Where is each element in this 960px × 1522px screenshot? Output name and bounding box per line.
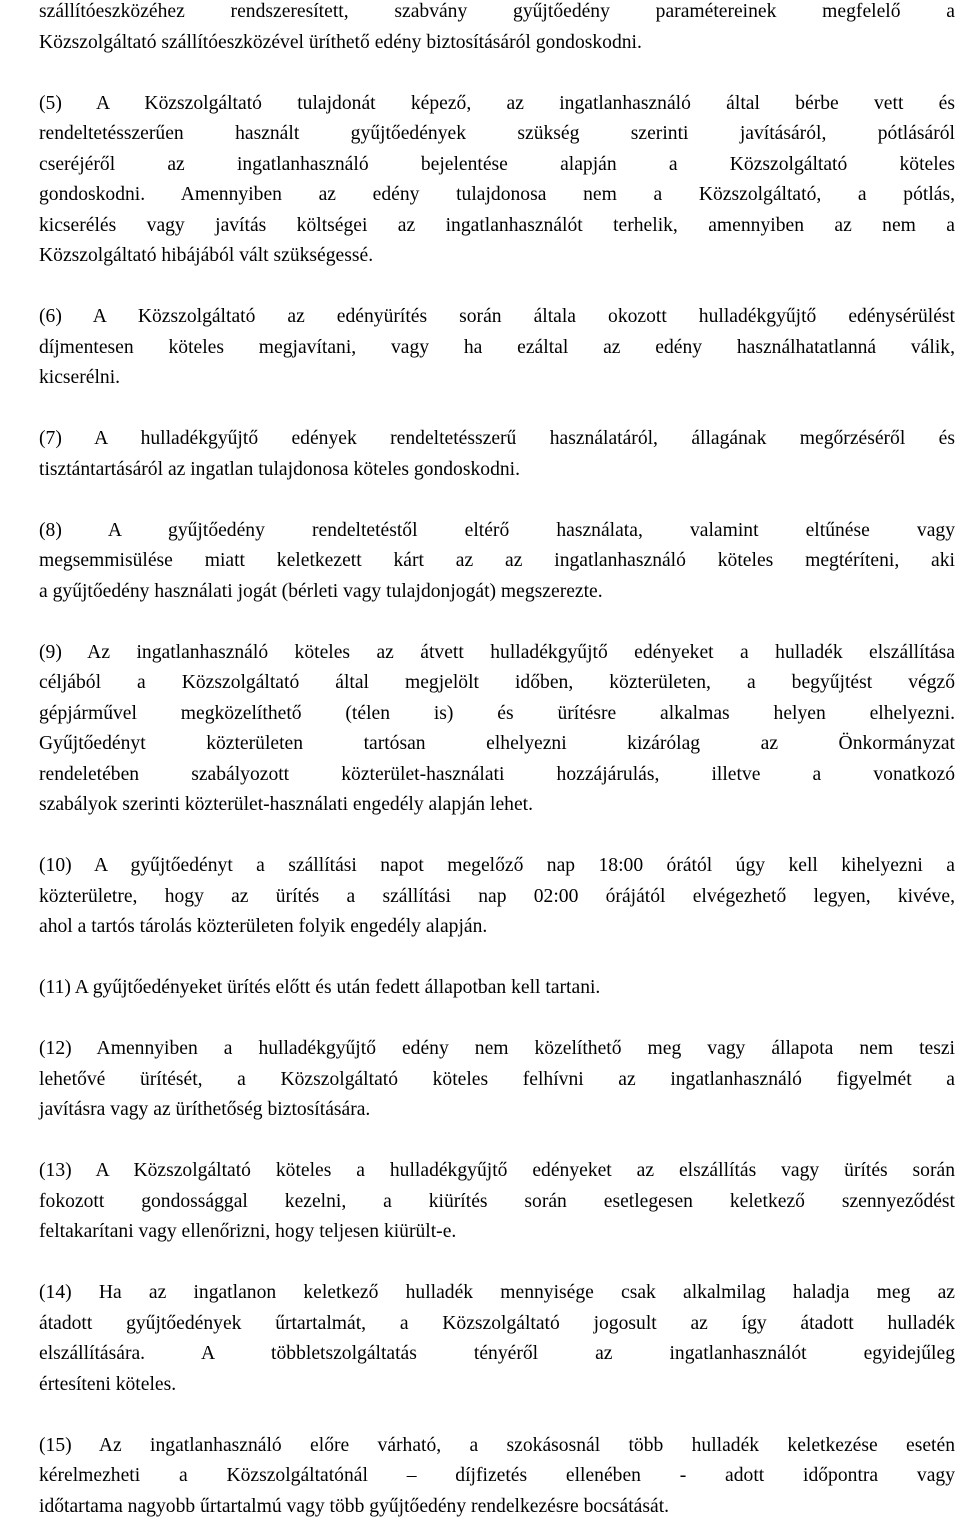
paragraph-line: (14) Ha az ingatlanon keletkező hulladék mennyisége csak alkalmilag haladja meg az <box>39 1278 955 1309</box>
paragraph-spacer <box>39 1126 955 1157</box>
paragraph-spacer <box>39 1400 955 1431</box>
paragraph-p11 <box>39 973 955 1004</box>
paragraph-p14 <box>39 1278 955 1400</box>
paragraph-line: (8) A gyűjtőedény rendeltetéstől eltérő használata, valamint eltűnése vagy <box>39 516 955 547</box>
paragraph-line: gondoskodni. Amennyiben az edény tulajdonosa nem a Közszolgáltató, a pótlás, <box>39 180 955 211</box>
paragraph-spacer <box>39 1248 955 1279</box>
paragraph-line: kicserélni. <box>39 363 955 394</box>
paragraph-line: tisztántartásáról az ingatlan tulajdonosa köteles gondoskodni. <box>39 455 955 486</box>
paragraph-line: átadott gyűjtőedények űrtartalmát, a Közszolgáltató jogosult az így átadott hulladék <box>39 1309 955 1340</box>
paragraph-spacer <box>39 485 955 516</box>
paragraph-line: a gyűjtőedény használati jogát (bérleti vagy tulajdonjogát) megszerezte. <box>39 577 955 608</box>
paragraph-p15 <box>39 1431 955 1522</box>
paragraph-line: (10) A gyűjtőedényt a szállítási napot megelőző nap 18:00 órától úgy kell kihelyezni a <box>39 851 955 882</box>
paragraph-line: feltakarítani vagy ellenőrizni, hogy teljesen kiürült-e. <box>39 1217 955 1248</box>
paragraph-line: cseréjéről az ingatlanhasználó bejelentése alapján a Közszolgáltató köteles <box>39 150 955 181</box>
paragraph-line: céljából a Közszolgáltató által megjelölt időben, közterületen, a begyűjtést végző <box>39 668 955 699</box>
paragraph-p10 <box>39 851 955 943</box>
paragraph-line: lehetővé ürítését, a Közszolgáltató köteles felhívni az ingatlanhasználó figyelmét a <box>39 1065 955 1096</box>
paragraph-spacer <box>39 943 955 974</box>
paragraph-line: gépjárművel megközelíthető (télen is) és ürítésre alkalmas helyen elhelyezni. <box>39 699 955 730</box>
paragraph-line: fokozott gondossággal kezelni, a kiürítés során esetlegesen keletkező szennyeződést <box>39 1187 955 1218</box>
paragraph-line: szabályok szerinti közterület-használati engedély alapján lehet. <box>39 790 955 821</box>
paragraph-line: megsemmisülése miatt keletkezett kárt az az ingatlanhasználó köteles megtéríteni, aki <box>39 546 955 577</box>
paragraph-p-cont <box>39 0 955 58</box>
paragraph-line: Gyűjtőedényt közterületen tartósan elhelyezni kizárólag az Önkormányzat <box>39 729 955 760</box>
paragraph-spacer <box>39 272 955 303</box>
paragraph-line: Közszolgáltató hibájából vált szükségessé. <box>39 241 955 272</box>
paragraph-line: elszállítására. A többletszolgáltatás tényéről az ingatlanhasználót egyidejűleg <box>39 1339 955 1370</box>
paragraph-line: díjmentesen köteles megjavítani, vagy ha ezáltal az edény használhatatlanná válik, <box>39 333 955 364</box>
paragraph-p7 <box>39 424 955 485</box>
paragraph-line: kicserélés vagy javítás költségei az ingatlanhasználót terhelik, amennyiben az nem a <box>39 211 955 242</box>
paragraph-line: időtartama nagyobb űrtartalmú vagy több gyűjtőedény rendelkezésre bocsátását. <box>39 1492 955 1522</box>
paragraph-line: javításra vagy az üríthetőség biztosítására. <box>39 1095 955 1126</box>
paragraph-p6 <box>39 302 955 394</box>
paragraph-line: (11) A gyűjtőedényeket ürítés előtt és után fedett állapotban kell tartani. <box>39 973 955 1004</box>
paragraph-p8 <box>39 516 955 608</box>
paragraph-line: rendeltetésszerűen használt gyűjtőedények szükség szerinti javításáról, pótlásáról <box>39 119 955 150</box>
paragraph-line: (7) A hulladékgyűjtő edények rendeltetésszerű használatáról, állagának megőrzéséről és <box>39 424 955 455</box>
paragraph-line: rendeletében szabályozott közterület-használati hozzájárulás, illetve a vonatkozó <box>39 760 955 791</box>
paragraph-line: (15) Az ingatlanhasználó előre várható, a szokásosnál több hulladék keletkezése esetén <box>39 1431 955 1462</box>
paragraph-line: közterületre, hogy az ürítés a szállítási nap 02:00 órájától elvégezhető legyen, kivéve, <box>39 882 955 913</box>
paragraph-spacer <box>39 607 955 638</box>
paragraph-line: kérelmezheti a Közszolgáltatónál – díjfizetés ellenében - adott időpontra vagy <box>39 1461 955 1492</box>
document-page <box>39 0 955 1522</box>
paragraph-spacer <box>39 821 955 852</box>
paragraph-line: szállítóeszközéhez rendszeresített, szabvány gyűjtőedény paramétereinek megfelelő a <box>39 0 955 28</box>
paragraph-p13 <box>39 1156 955 1248</box>
paragraph-p5 <box>39 89 955 272</box>
paragraph-line: (13) A Közszolgáltató köteles a hulladékgyűjtő edényeket az elszállítás vagy ürítés során <box>39 1156 955 1187</box>
paragraph-p12 <box>39 1034 955 1126</box>
paragraph-line: (9) Az ingatlanhasználó köteles az átvett hulladékgyűjtő edényeket a hulladék elszállítása <box>39 638 955 669</box>
paragraph-line: (6) A Közszolgáltató az edényürítés során általa okozott hulladékgyűjtő edénysérülést <box>39 302 955 333</box>
paragraph-line: értesíteni köteles. <box>39 1370 955 1401</box>
paragraph-spacer <box>39 58 955 89</box>
paragraph-p9 <box>39 638 955 821</box>
paragraph-line: ahol a tartós tárolás közterületen folyik engedély alapján. <box>39 912 955 943</box>
paragraph-line: Közszolgáltató szállítóeszközével üríthető edény biztosításáról gondoskodni. <box>39 28 955 59</box>
paragraph-spacer <box>39 394 955 425</box>
paragraph-spacer <box>39 1004 955 1035</box>
paragraph-line: (12) Amennyiben a hulladékgyűjtő edény nem közelíthető meg vagy állapota nem teszi <box>39 1034 955 1065</box>
paragraph-line: (5) A Közszolgáltató tulajdonát képező, az ingatlanhasználó által bérbe vett és <box>39 89 955 120</box>
